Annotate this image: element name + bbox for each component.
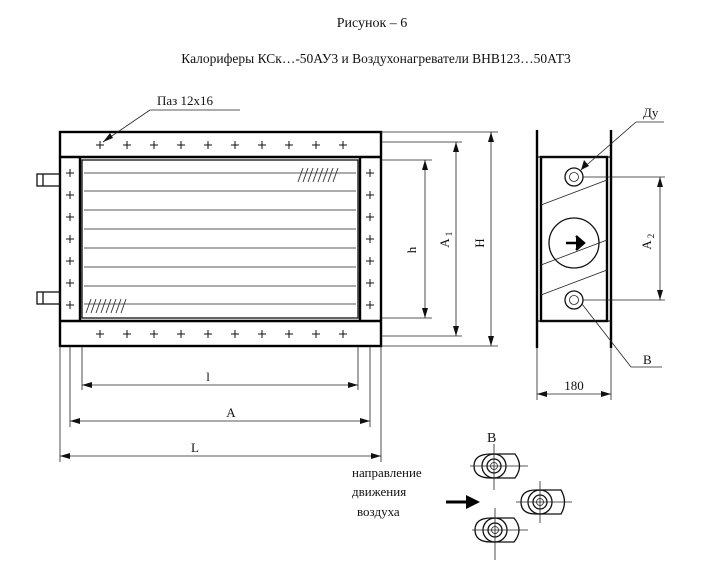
pipe-connector-top <box>37 174 60 186</box>
air-direction-text-1: направление <box>352 465 422 480</box>
dim-a2-label: A <box>639 240 654 250</box>
dim-L-label: L <box>191 440 199 455</box>
dim-180-label: 180 <box>564 378 584 393</box>
slot-label: Паз 12х16 <box>157 93 214 108</box>
dim-h-label: h <box>404 246 419 254</box>
dim-a2-subscript: 2 <box>646 233 656 239</box>
fin-hatch-top <box>298 168 338 182</box>
detail-fitting-3 <box>472 508 528 560</box>
du-label: Ду <box>643 105 659 120</box>
dim-a1-label: A <box>437 238 452 248</box>
dim-a1-subscript: 1 <box>444 231 454 237</box>
air-direction-text-3: воздуха <box>357 504 400 519</box>
dim-l-label: l <box>206 369 210 384</box>
figure-number: Рисунок – 6 <box>336 16 408 31</box>
figure-title: Калориферы КСк…-50АУ3 и Воздухонагреватели ВНВ123…50АТ3 <box>181 51 571 66</box>
pipe-connector-bottom <box>37 292 60 304</box>
detail-fitting-2 <box>516 481 572 523</box>
detail-b <box>446 444 572 560</box>
top-nozzle <box>565 168 583 186</box>
air-direction-text-2: движения <box>352 484 407 499</box>
front-outer-frame <box>60 132 381 346</box>
b-side-label: В <box>643 352 652 367</box>
front-horizontal-dimensions <box>60 346 381 462</box>
detail-fitting-1 <box>470 444 528 490</box>
slot-callout <box>103 110 240 142</box>
fin-hatch-bottom <box>86 299 126 313</box>
dim-A-label: A <box>226 405 236 420</box>
heater-tubes <box>84 173 356 304</box>
bottom-nozzle <box>565 291 583 309</box>
detail-b-label: В <box>487 431 497 446</box>
front-view <box>37 93 381 346</box>
dim-H-label: H <box>472 238 487 248</box>
